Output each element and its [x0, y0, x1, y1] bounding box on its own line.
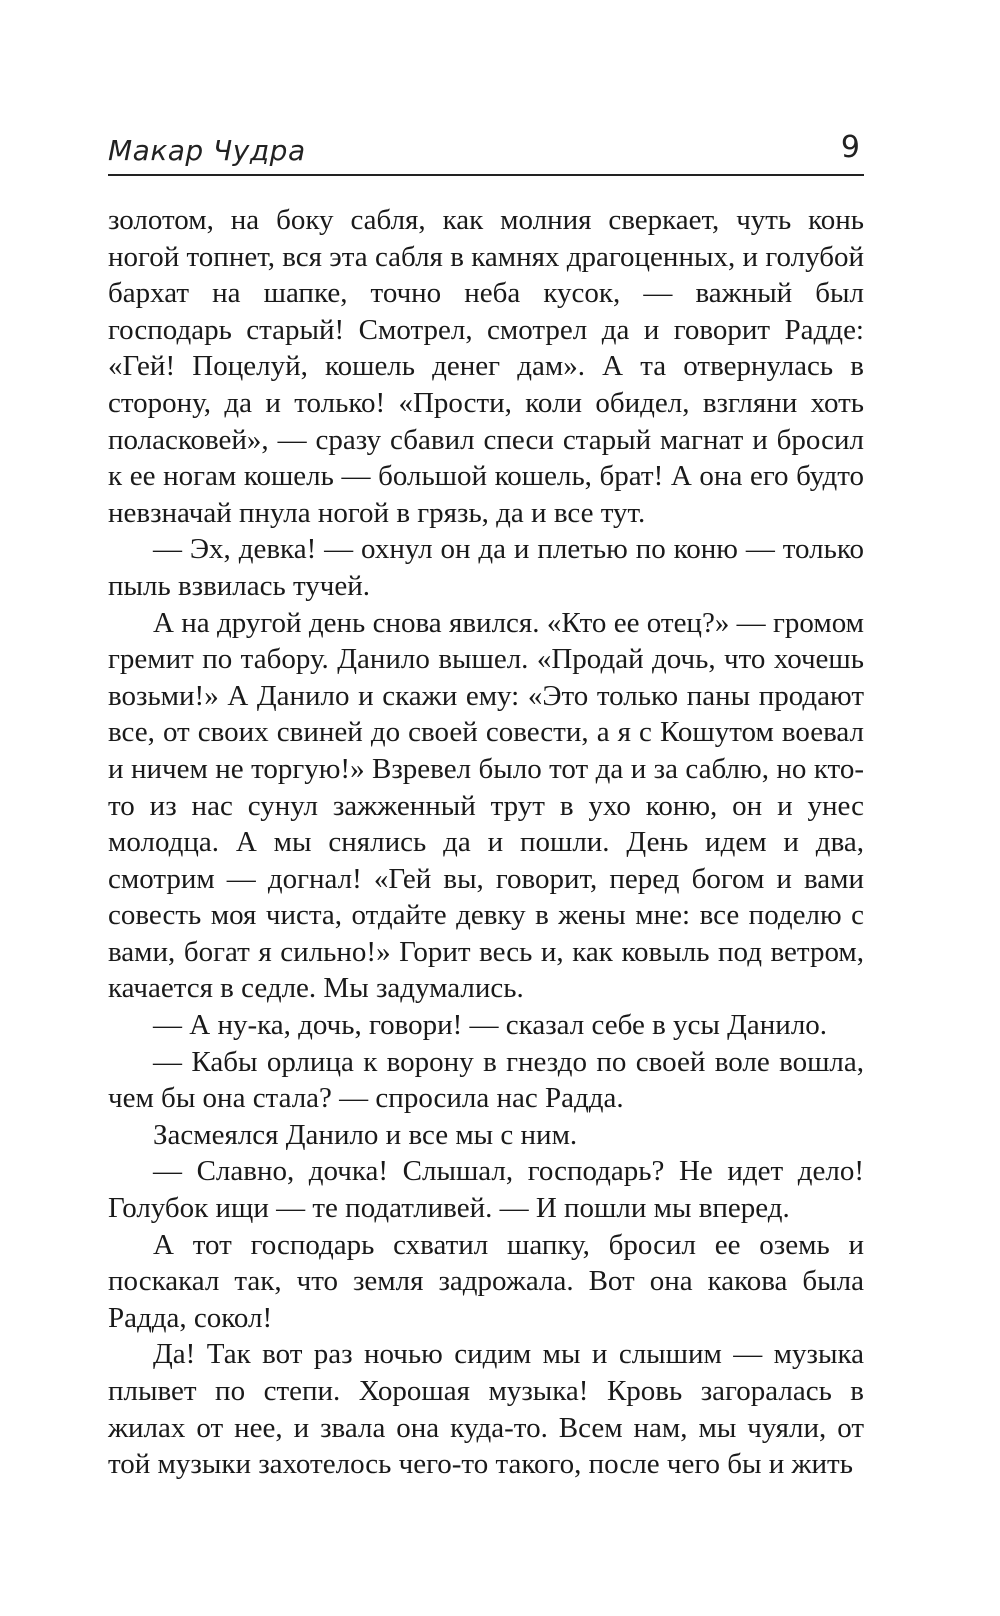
- running-title: Макар Чудра: [108, 134, 306, 167]
- page-number: 9: [840, 130, 860, 165]
- paragraph: А тот господарь схватил шапку, бросил ее оземь и поскакал так, что земля задрожала. Вот она какова была Радда, сокол!: [108, 1228, 864, 1334]
- paragraph: — Кабы орлица к ворону в гнездо по своей воле вошла, чем бы она стала? — спросила нас Радда.: [108, 1045, 864, 1115]
- paragraph: — Славно, дочка! Слышал, господарь? Не идет дело! Голубок ищи — те податливей. — И пошли мы вперед.: [108, 1155, 864, 1225]
- paragraph: — Эх, девка! — охнул он да и плетью по коню — только пыль взвилась тучей.: [108, 533, 864, 602]
- paragraph: Да! Так вот раз ночью сидим мы и слышим — музыка плывет по степи. Хорошая музыка! Кровь загоралась в жилах от нее, и звала она куда-то. Всем нам, мы чуяли, от той музыки захотелось чего-то такого, после чего бы и жить: [108, 1338, 864, 1481]
- body-text: [108, 202, 864, 1483]
- paragraph: Засмеялся Данило и все мы с ним.: [153, 1118, 578, 1151]
- paragraph: золотом, на боку сабля, как молния сверкает, чуть конь ногой топнет, вся эта сабля в камнях драгоценных, и голубой бархат на шапке, точно неба кусок, — важный был господарь старый! Смотрел, смотрел да и говорит Радде: «Гей! Поцелуй, кошель денег дам». А та отвернулась в сторону, да и только! «Прости, коли обидел, взгляни хоть поласковей», — сразу сбавил спеси старый магнат и бросил к ее ногам кошель — большой кошель, брат! А она его будто невзначай пнула ногой в грязь, да и все тут.: [108, 204, 864, 529]
- page-header: [108, 128, 864, 176]
- paragraph: А на другой день снова явился. «Кто ее отец?» — громом гремит по табору. Данило вышел. «Продай дочь, что хочешь возьми!» А Данило и скажи ему: «Это только паны продают все, от своих свиней до своей совести, а я с Кошутом воевал и ничем не торгую!» Взревел было тот да и за саблю, но кто-то из нас сунул зажженный трут в ухо коню, он и унес молодца. А мы снялись да и пошли. День идем и два, смотрим — догнал! «Гей вы, говорит, перед богом и вами совесть моя чиста, отдайте девку в жены мне: все поделю с вами, богат я сильно!» Горит весь и, как ковыль под ветром, качается в седле. Мы задумались.: [108, 606, 864, 1005]
- paragraph: — А ну-ка, дочь, говори! — сказал себе в усы Данило.: [153, 1009, 828, 1042]
